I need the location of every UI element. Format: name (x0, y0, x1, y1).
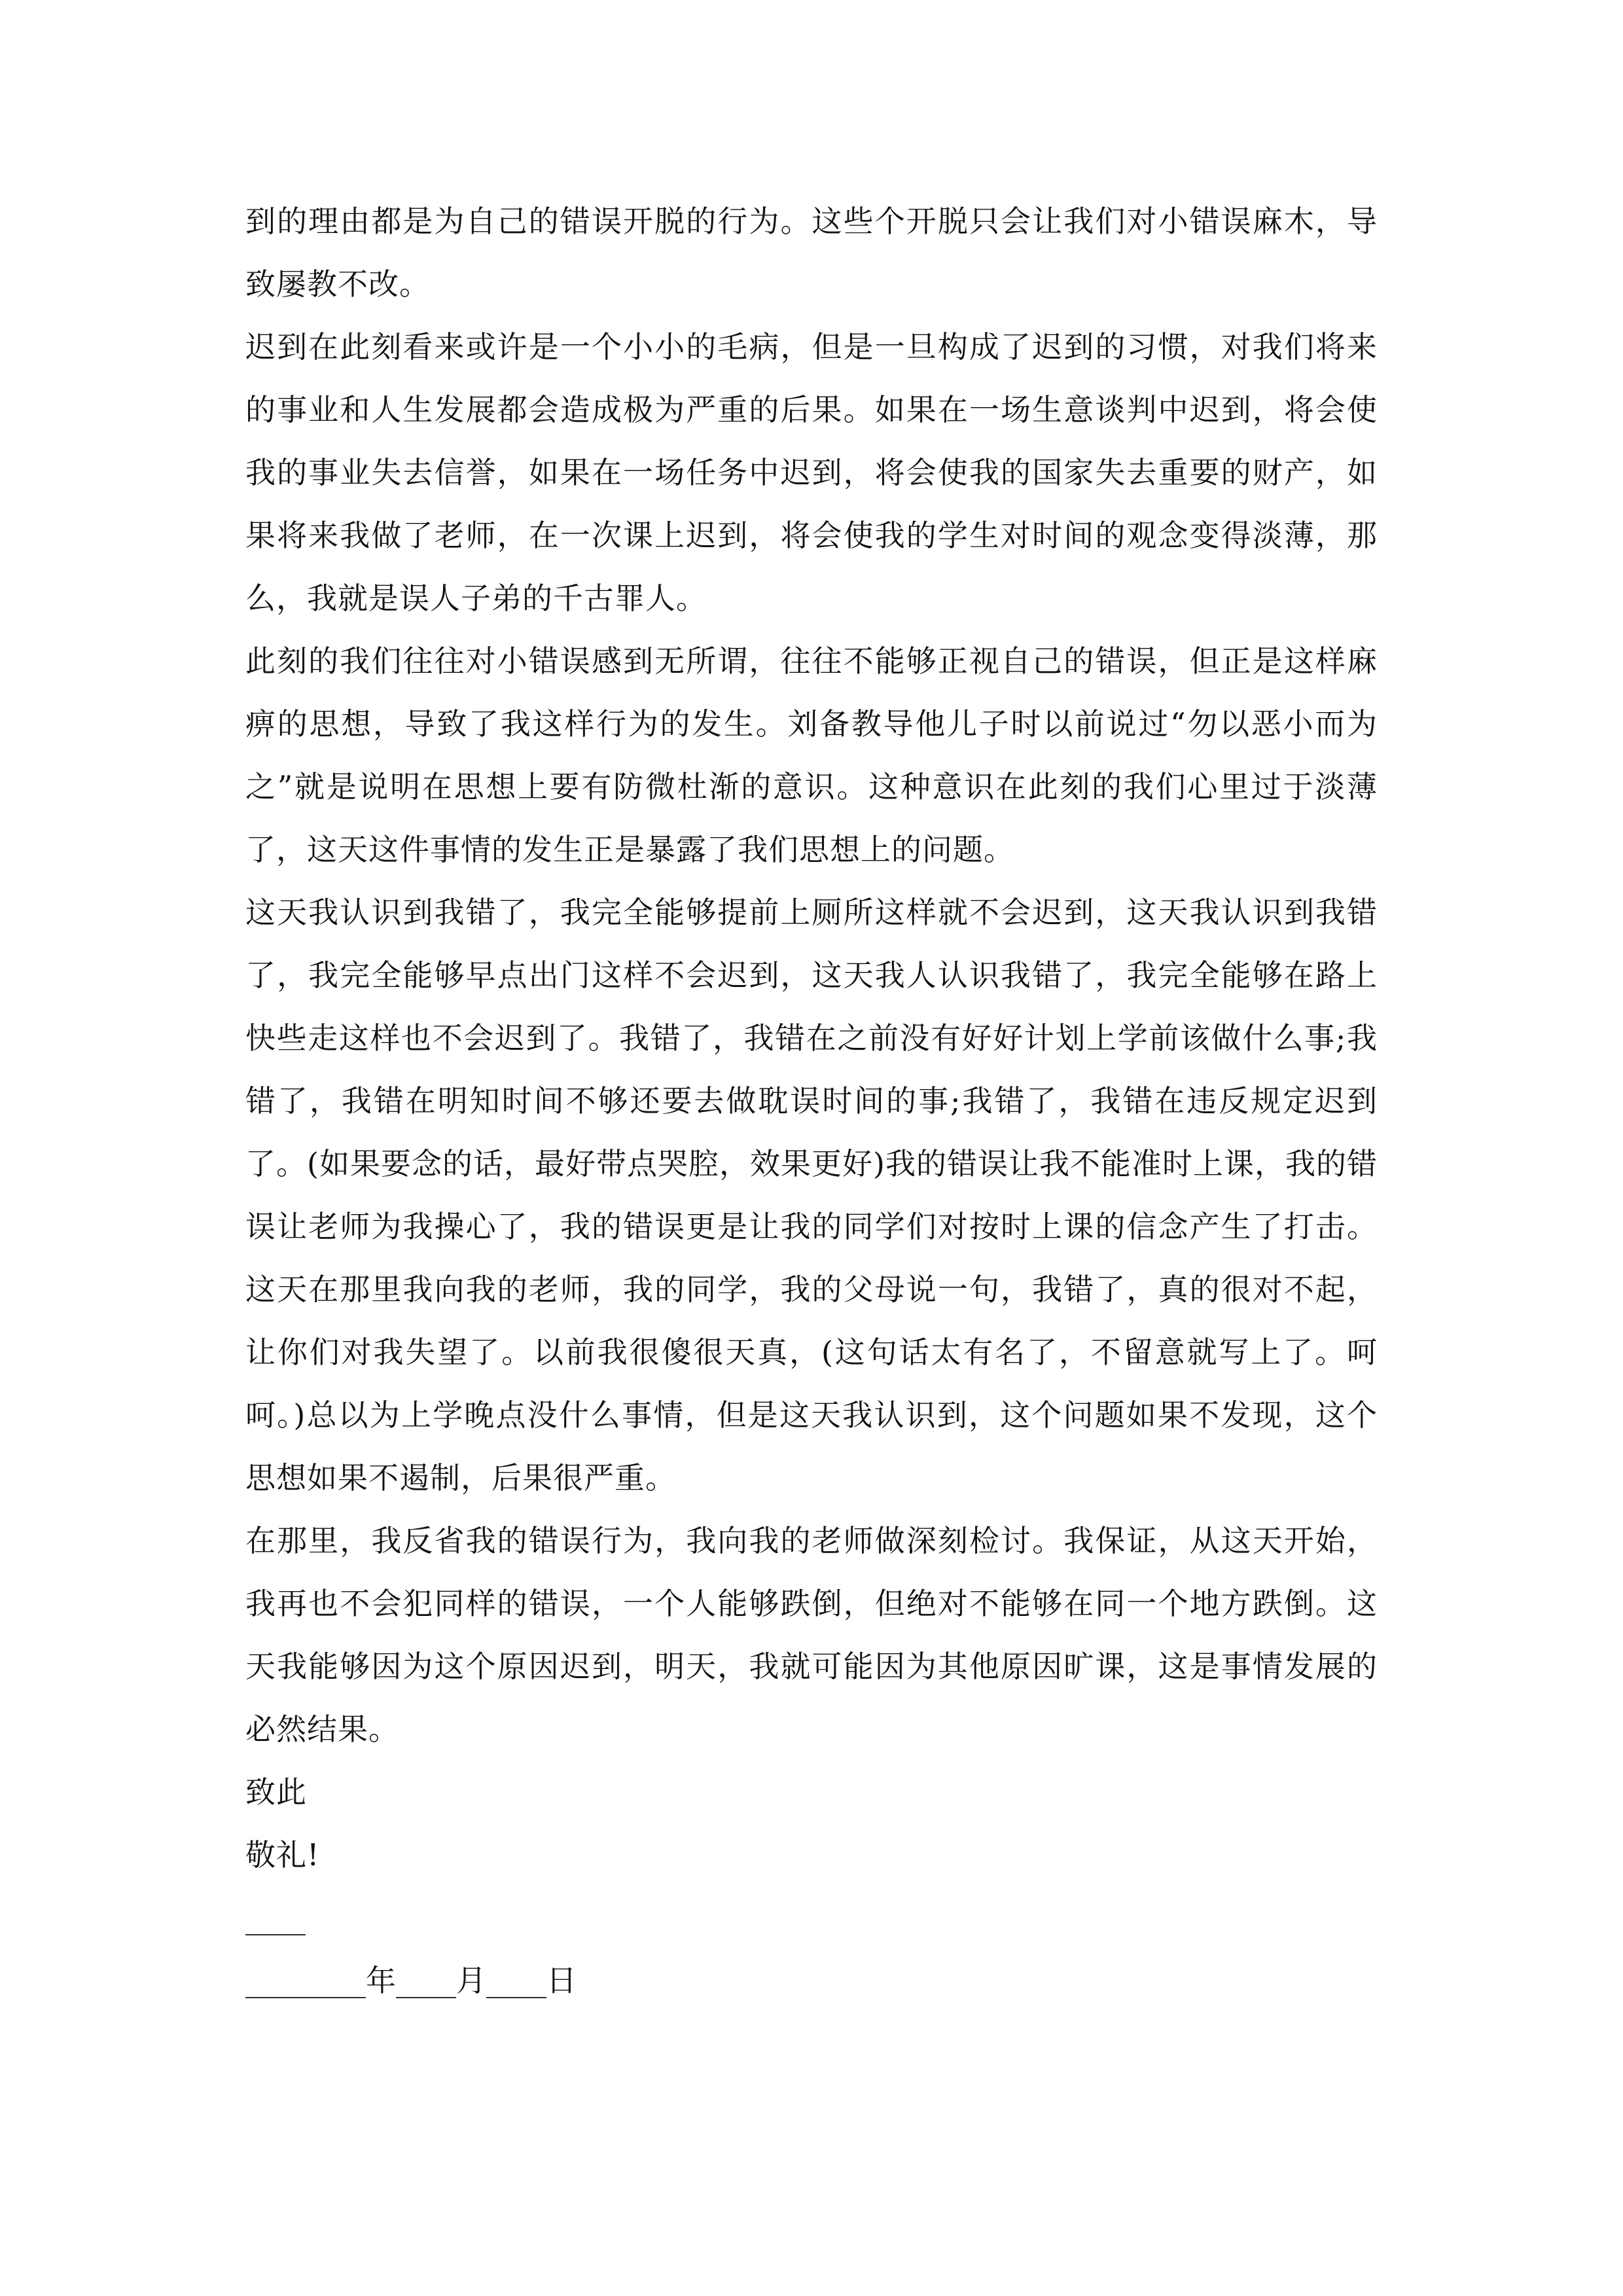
paragraph-5: 在那里，我反省我的错误行为，我向我的老师做深刻检讨。我保证，从这天开始，我再也不会犯同样的错误，一个人能够跌倒，但绝对不能够在同一个地方跌倒。这天我能够因为这个原因迟到，明天，我就可能因为其他原因旷课，这是事情发展的必然结果。 (245, 1523, 1378, 1747)
paragraph-3: 此刻的我们往往对小错误感到无所谓，往往不能够正视自己的错误，但正是这样麻痹的思想，导致了我这样行为的发生。刘备教导他儿子时以前说过“勿以恶小而为之”就是说明在思想上要有防微杜渐的意识。这种意识在此刻的我们心里过于淡薄了，这天这件事情的发生正是暴露了我们思想上的问题。 (245, 643, 1378, 867)
paragraph-2: 迟到在此刻看来或许是一个小小的毛病，但是一旦构成了迟到的习惯，对我们将来的事业和人生发展都会造成极为严重的后果。如果在一场生意谈判中迟到，将会使我的事业失去信誉，如果在一场任务中迟到，将会使我的国家失去重要的财产，如果将来我做了老师，在一次课上迟到，将会使我的学生对时间的观念变得淡薄，那么，我就是误人子弟的千古罪人。 (245, 329, 1378, 616)
letter-body (245, 190, 1378, 2012)
paragraph-1: 到的理由都是为自己的错误开脱的行为。这些个开脱只会让我们对小错误麻木，导致屡教不改。 (245, 204, 1378, 302)
closing-salutation: 致此 (245, 1774, 307, 1810)
closing-regards: 敬礼! (245, 1837, 320, 1873)
signature-blank: ____ (245, 1900, 306, 1935)
paragraph-4: 这天我认识到我错了，我完全能够提前上厕所这样就不会迟到，这天我认识到我错了，我完全能够早点出门这样不会迟到，这天我人认识我错了，我完全能够在路上快些走这样也不会迟到了。我错了，我错在之前没有好好计划上学前该做什么事;我错了，我错在明知时间不够还要去做耽误时间的事;我错了，我错在违反规定迟到了。(如果要念的话，最好带点哭腔，效果更好)我的错误让我不能准时上课，我的错误让老师为我操心了，我的错误更是让我的同学们对按时上课的信念产生了打击。这天在那里我向我的老师，我的同学，我的父母说一句，我错了，真的很对不起，让你们对我失望了。以前我很傻很天真，(这句话太有名了，不留意就写上了。呵呵。)总以为上学晚点没什么事情，但是这天我认识到，这个问题如果不发现，这个思想如果不遏制，后果很严重。 (245, 895, 1378, 1496)
date-line: ________年____月____日 (245, 1963, 577, 1998)
